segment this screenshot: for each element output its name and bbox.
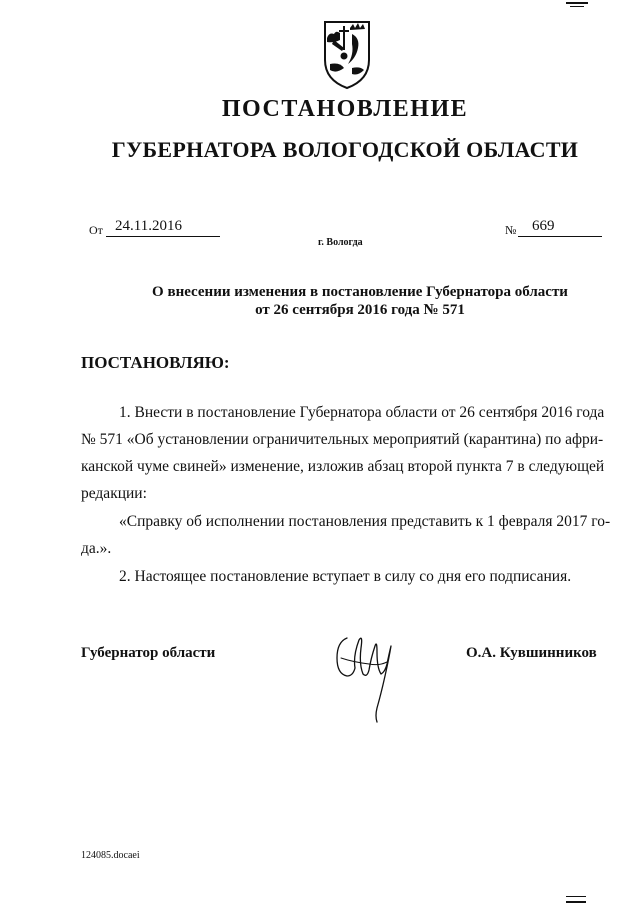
paragraph-3-line: 2. Настоящее постановление вступает в силу со дня его подписания. (119, 568, 572, 585)
subject-line-2: от 26 сентября 2016 года № 571 (255, 302, 465, 318)
paragraph-2 (81, 508, 611, 562)
paragraph-1-line: 1. Внести в постановление Губернатора области от 26 сентября 2016 года (119, 404, 605, 421)
date-underline (106, 236, 220, 237)
number-underline (518, 236, 602, 237)
paragraph-2-line: да.». (81, 540, 112, 557)
scan-mark-top (566, 2, 588, 4)
paragraph-1-line: № 571 «Об установлении ограничительных мероприятий (карантина) по афри- (81, 431, 604, 448)
signatory-role: Губернатор области (81, 645, 216, 661)
document-title: ПОСТАНОВЛЕНИЕ (221, 96, 469, 122)
handwritten-signature (333, 628, 395, 724)
paragraph-1-line: канской чуме свиней» изменение, изложив абзац второй пункта 7 в следующей (81, 458, 605, 475)
decree-heading: ПОСТАНОВЛЯЮ: (81, 353, 230, 372)
number-label: № (505, 223, 517, 237)
paragraph-3 (81, 563, 599, 590)
scan-mark-bottom-thick (566, 901, 586, 903)
subject-line-1: О внесении изменения в постановление Губернатора области (152, 284, 568, 300)
date-value: 24.11.2016 (115, 218, 182, 234)
coat-of-arms-icon (322, 18, 372, 90)
number-value: 669 (532, 218, 555, 234)
document-subtitle: ГУБЕРНАТОРА ВОЛОГОДСКОЙ ОБЛАСТИ (111, 137, 579, 162)
scan-mark-bottom (566, 896, 586, 897)
date-label: От (89, 223, 103, 237)
paragraph-2-line: «Справку об исполнении постановления представить к 1 февраля 2017 го- (119, 513, 611, 530)
signatory-name: О.А. Кувшинников (466, 645, 597, 661)
paragraph-1 (81, 399, 605, 507)
file-identifier: 124085.docaei (81, 850, 140, 861)
paragraph-1-line: редакции: (81, 485, 147, 502)
scan-mark-top-thin (570, 6, 584, 7)
city-label: г. Вологда (318, 237, 363, 248)
